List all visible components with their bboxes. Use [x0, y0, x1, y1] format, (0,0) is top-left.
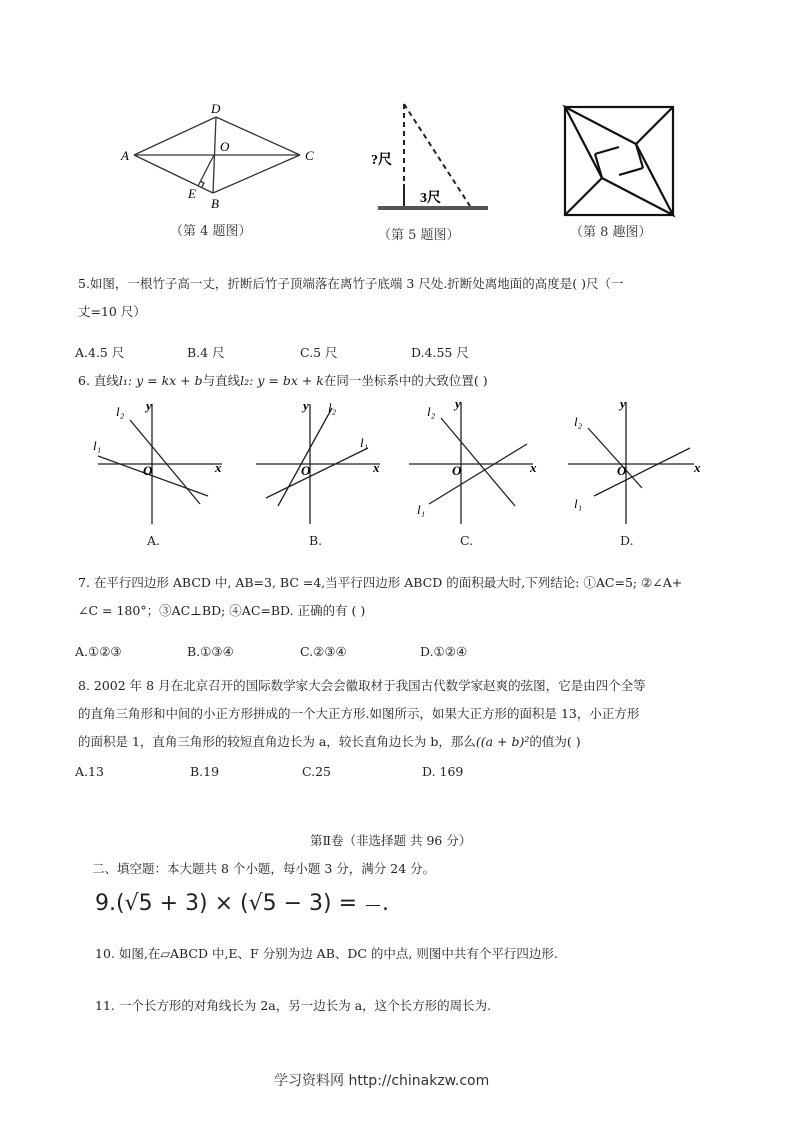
graph-c-y: y	[455, 396, 461, 411]
graph-c-l2: l₂	[427, 404, 436, 419]
graph-d-l1: l₁	[574, 496, 583, 511]
fig4-label-D: D	[211, 101, 221, 116]
q5-option-d: D.4.55 尺	[411, 345, 469, 360]
graph-d-y: y	[620, 396, 626, 411]
q6-stem	[78, 372, 488, 390]
q5-option-a: A.4.5 尺	[75, 345, 125, 360]
q8-option-b: B.19	[190, 764, 220, 779]
section2-title: 第Ⅱ卷（非选择题 共 96 分）	[310, 833, 472, 848]
q9-blank	[366, 904, 380, 906]
graph-a-svg	[88, 396, 228, 526]
q7-option-b: B.①③④	[187, 644, 234, 659]
q9-expression: 9.(√5 + 3) × (√5 − 3) =	[95, 891, 358, 916]
graph-c-l1: l₁	[417, 502, 426, 517]
graph-b-x: x	[373, 460, 380, 475]
graph-b-svg	[250, 396, 390, 526]
q9-line	[95, 891, 389, 916]
q5-line2: 丈=10 尺）	[78, 304, 146, 319]
q8-option-c: C.25	[302, 764, 331, 779]
figure-5	[370, 98, 495, 218]
q10: 10. 如图,在▱ABCD 中,E、F 分别为边 AB、DC 的中点, 则图中共有个平行四边形.	[95, 946, 558, 961]
figure-8	[562, 104, 676, 218]
q6-mid: 与直线	[202, 373, 241, 388]
q11: 11. 一个长方形的对角线长为 2a，另一边长为 a，这个长方形的周长为.	[95, 998, 492, 1013]
graph-a-x: x	[215, 460, 222, 475]
graph-c-o: O	[452, 463, 462, 478]
q7-line1: 7. 在平行四边形 ABCD 中, AB=3, BC =4,当平行四边形 ABCD 的面积最大时,下列结论: ①AC=5; ②∠A+	[78, 575, 683, 590]
footer-watermark: 学习资料网 http://chinakzw.com	[274, 1073, 490, 1089]
q8-math: ((a + b)²	[475, 734, 530, 749]
q6-option-c: C.	[460, 533, 474, 548]
q6-graph-d	[562, 396, 707, 526]
q6-prefix: 6. 直线	[78, 373, 119, 388]
graph-b-y: y	[303, 398, 309, 413]
q8-line3-post: 的值为( )	[529, 734, 581, 749]
graph-a-y: y	[146, 398, 152, 413]
q6-graph-a	[88, 396, 228, 526]
figure-4	[118, 100, 328, 211]
graph-d-o: O	[617, 463, 627, 478]
q6-option-d: D.	[620, 533, 634, 548]
q7-option-a: A.①②③	[75, 644, 122, 659]
graph-a-o: O	[143, 463, 153, 478]
chord-diagram	[562, 104, 676, 218]
q6-suffix: 在同一坐标系中的大致位置( )	[323, 373, 488, 388]
fill-in-heading: 二、填空题：本大题共 8 个小题，每小题 3 分，满分 24 分。	[92, 861, 436, 876]
q5-option-b: B.4 尺	[187, 345, 225, 360]
graph-c-x: x	[530, 460, 537, 475]
q7-option-d: D.①②④	[420, 644, 468, 659]
q8-line1: 8. 2002 年 8 月在北京召开的国际数学家大会会徽取材于我国古代数学家赵爽的弦图，它是由四个全等	[78, 678, 646, 693]
fig5-label-bottom: 3尺	[420, 191, 441, 206]
q8-option-a: A.13	[75, 764, 104, 779]
q6-option-a: A.	[147, 533, 161, 548]
q6-option-b: B.	[309, 533, 323, 548]
graph-c-svg	[405, 396, 545, 526]
graph-a-l2: l₂	[116, 404, 125, 419]
fig4-label-B: B	[211, 196, 219, 211]
q5-option-c: C.5 尺	[300, 345, 338, 360]
q8-option-d: D. 169	[422, 764, 464, 779]
q9-end: .	[382, 891, 390, 916]
q6-graph-c	[405, 396, 545, 526]
q7-option-c: C.②③④	[300, 644, 347, 659]
graph-d-x: x	[694, 460, 701, 475]
rhombus-diagram	[118, 100, 328, 211]
bamboo-diagram	[370, 98, 495, 218]
figure-4-caption: （第 4 题图）	[170, 224, 252, 239]
figure-8-caption: （第 8 趣图）	[570, 225, 652, 240]
graph-d-svg	[562, 396, 707, 526]
q6-graph-b	[250, 396, 390, 526]
q8-line2: 的直角三角形和中间的小正方形拼成的一个大正方形.如图所示，如果大正方形的面积是 13，小正方形	[78, 706, 640, 721]
fig4-label-O: O	[220, 139, 230, 154]
q8-line3-pre: 的面积是 1，直角三角形的较短直角边长为 a，较长直角边长为 b，那么	[78, 734, 476, 749]
graph-b-o: O	[301, 463, 311, 478]
fig4-label-E: E	[188, 186, 196, 201]
q6-l1-equation: l₁: y = kx + b	[118, 373, 203, 388]
graph-d-l2: l₂	[574, 414, 583, 429]
fig4-label-A: A	[121, 148, 129, 163]
figure-5-caption: （第 5 题图）	[378, 228, 460, 243]
q5-line1: 5.如图，一根竹子高一丈，折断后竹子顶端落在离竹子底端 3 尺处.折断处离地面的高度是( )尺（一	[78, 276, 624, 291]
q8-line3	[78, 733, 581, 751]
graph-b-l2: l₂	[328, 400, 337, 415]
graph-b-l1: l₁	[360, 435, 369, 450]
fig4-label-C: C	[305, 148, 314, 163]
graph-a-l1: l₁	[93, 438, 102, 453]
q7-line2: ∠C = 180°；③AC⊥BD; ④AC=BD. 正确的有 ( )	[78, 603, 366, 618]
fig5-label-left: ?尺	[371, 153, 392, 168]
q6-l2-equation: l₂: y = bx + k	[240, 373, 324, 388]
